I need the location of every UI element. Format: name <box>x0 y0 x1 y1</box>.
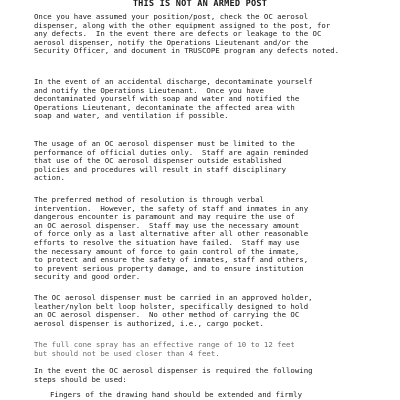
text-line: aerosol dispenser, notify the Operations Lieutenant and/or the <box>34 37 309 47</box>
text-line: The OC aerosol dispenser must be carried in an approved holder, <box>34 293 313 302</box>
text-line: The full cone spray has an effective range of 10 to 12 feet <box>34 340 295 349</box>
text-line: Fingers of the drawing hand should be extended and firmly <box>50 390 303 399</box>
text-line: security and good order. <box>34 272 141 282</box>
text-line: the necessary amount of force to gain control of the inmate, <box>34 246 300 256</box>
text-line: Security Officer, and document in TRUSCOPE program any defects noted. <box>34 46 340 56</box>
step-text <box>50 391 302 400</box>
text-line: dispenser, along with the other equipment assigned to the post, for <box>34 20 331 30</box>
paragraph-accidental-discharge <box>34 78 396 121</box>
text-line: an OC aerosol dispenser. Staff may use the necessary amount <box>34 220 300 230</box>
text-line: In the event of an accidental discharge, decontaminate yourself <box>34 77 313 86</box>
text-line: of force only as a last alternative after all other reasonable <box>34 229 309 239</box>
page-heading: THIS IS NOT AN ARMED POST <box>132 0 268 9</box>
paragraph-steps-intro <box>34 367 396 384</box>
text-line: an OC aerosol dispenser. No other method of carrying the OC <box>34 310 300 320</box>
text-line: The usage of an OC aerosol dispenser must be limited to the <box>34 139 295 148</box>
step-item-1 <box>34 391 396 400</box>
text-line: and notify the Operations Lieutenant. Once you have <box>34 85 264 95</box>
text-line: In the event the OC aerosol dispenser is required the following <box>34 366 313 375</box>
text-line: action. <box>34 173 65 183</box>
paragraph-post-check <box>34 13 396 56</box>
text-line: Once you have assumed your position/post, check the OC aerosol <box>34 12 309 21</box>
text-line: but should not be used closer than 4 feet. <box>34 348 220 358</box>
text-line: that use of the OC aerosol dispenser outside established <box>34 156 282 166</box>
text-line: leather/nylon belt loop holster, specifically designed to hold <box>34 301 309 311</box>
paragraph-spray-range <box>34 341 396 358</box>
text-line: to protect and ensure the safety of inmates, staff and others, <box>34 255 309 265</box>
text-line: intervention. However, the safety of staff and inmates in any <box>34 203 309 213</box>
text-line: decontaminated yourself with soap and water and notified the <box>34 94 300 104</box>
text-line: steps should be used: <box>34 374 127 384</box>
text-line: performance of official duties only. Staff are again reminded <box>34 147 309 157</box>
text-line: soap and water, and ventilation if possible. <box>34 111 229 121</box>
paragraph-verbal-intervention <box>34 196 396 282</box>
text-line: efforts to resolve the situation have failed. Staff may use <box>34 237 300 247</box>
text-line: dangerous encounter is paramount and may require the use of <box>34 212 295 222</box>
paragraph-carrying-holder <box>34 294 396 328</box>
text-line: Operations Lieutenant, decontaminate the affected area with <box>34 102 295 112</box>
text-line: policies and procedures will result in staff disciplinary <box>34 164 287 174</box>
text-line: to prevent serious property damage, and to ensure institution <box>34 263 304 273</box>
text-line: aerosol dispenser is authorized, i.e., cargo pocket. <box>34 318 264 328</box>
paragraph-usage-limits <box>34 140 396 183</box>
text-line: any defects. In the event there are defects or leakage to the OC <box>34 29 322 39</box>
text-line: The preferred method of resolution is through verbal <box>34 195 264 204</box>
